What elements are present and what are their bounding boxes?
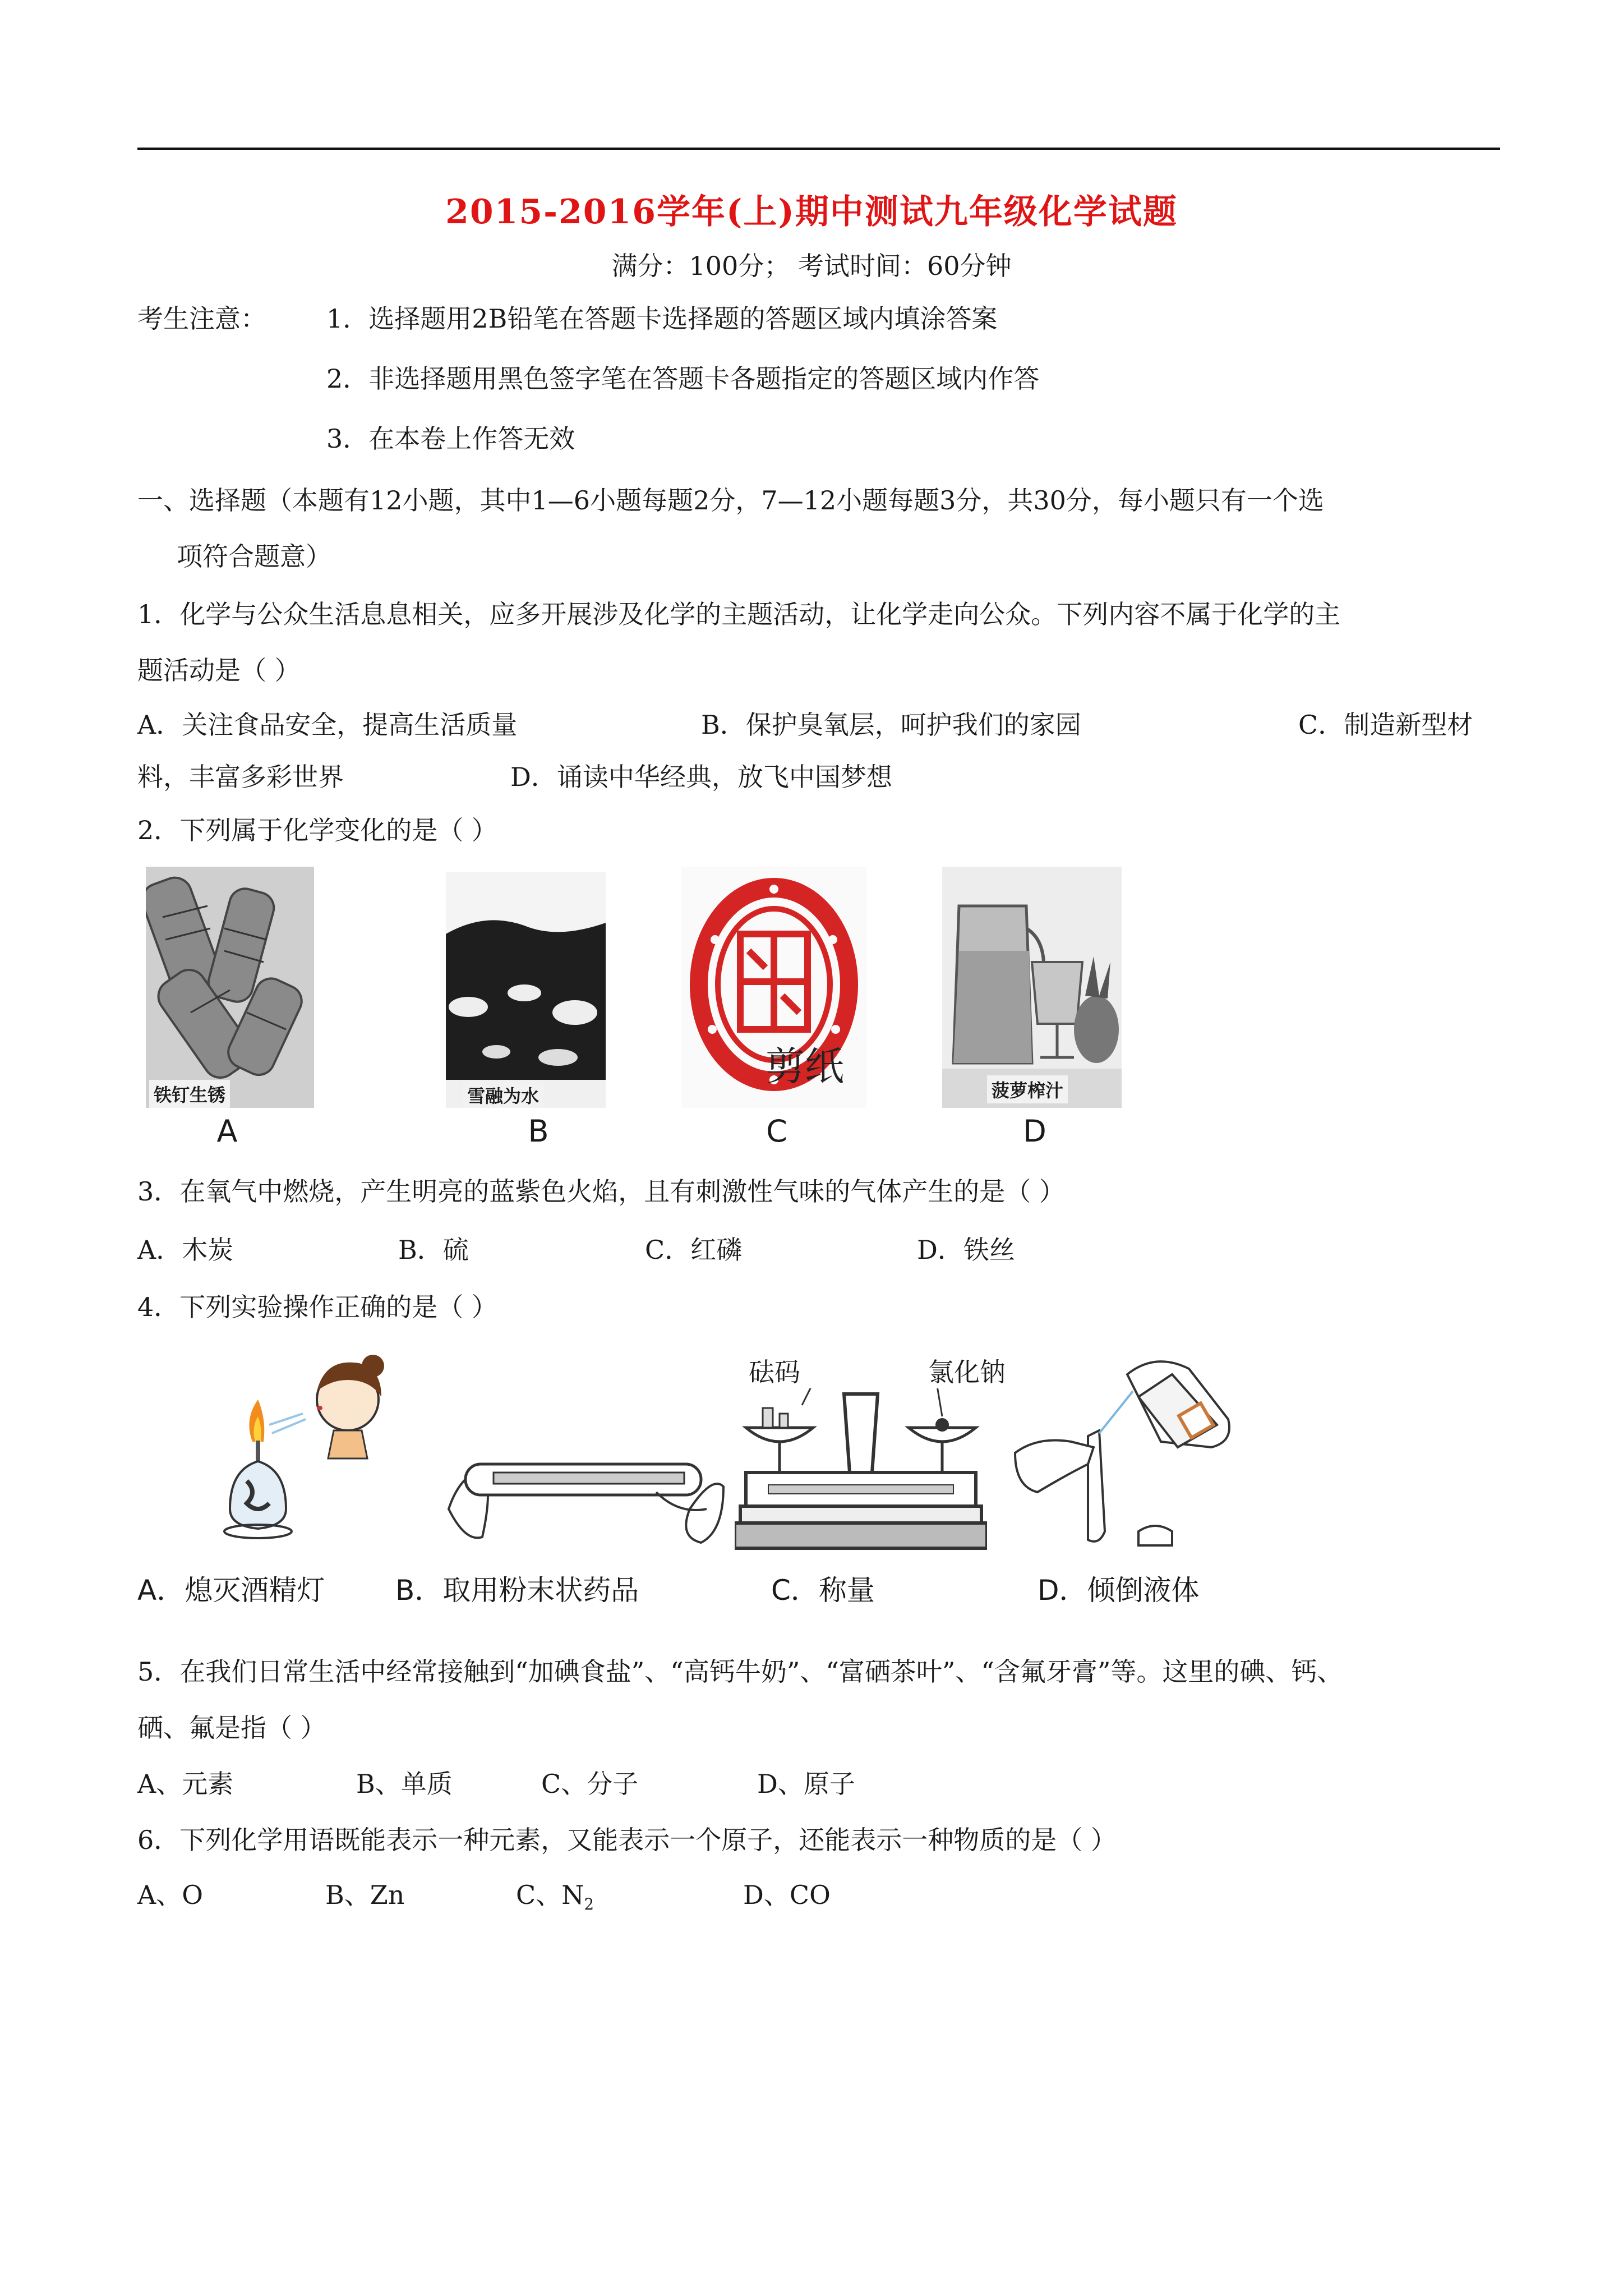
notice-item-3: 3．在本卷上作答无效 bbox=[326, 424, 575, 454]
image-letter-b: B bbox=[528, 1114, 549, 1149]
image-letter-c: C bbox=[766, 1114, 787, 1149]
image-letter-a: A bbox=[216, 1114, 238, 1149]
image-letter-d: D bbox=[1023, 1114, 1046, 1149]
header-rule bbox=[137, 148, 1500, 150]
label-sodium-chloride: 氯化钠 bbox=[928, 1357, 1006, 1387]
q5-option-b: B、单质 bbox=[356, 1769, 453, 1799]
q1-stem: 1．化学与公众生活息息相关，应多开展涉及化学的主题活动，让化学走向公众。下列内容不属于化学的主 bbox=[137, 599, 1341, 629]
image-tag-c: 剪纸 bbox=[766, 1043, 844, 1089]
paper-cutting-image bbox=[681, 867, 866, 1108]
q5-option-d: D、原子 bbox=[757, 1769, 855, 1799]
q3-option-b: B．硫 bbox=[398, 1235, 469, 1265]
label-weights: 砝码 bbox=[749, 1357, 800, 1387]
q1-option-c: C．制造新型材 bbox=[1298, 710, 1473, 740]
pineapple-juice-image bbox=[942, 867, 1122, 1108]
image-tag-a: 铁钉生锈 bbox=[149, 1080, 230, 1108]
image-tag-b: 雪融为水 bbox=[463, 1081, 543, 1108]
powder-tube-image bbox=[443, 1425, 729, 1548]
q5-stem-cont: 硒、氟是指（ ） bbox=[137, 1713, 326, 1743]
melting-snow-image bbox=[446, 872, 606, 1108]
q6-option-b: B、Zn bbox=[325, 1880, 405, 1910]
blowing-out-lamp-image bbox=[213, 1346, 404, 1565]
section-heading-cont: 项符合题意） bbox=[177, 541, 331, 572]
q6-option-a: A、O bbox=[137, 1880, 203, 1910]
q5-option-a: A、元素 bbox=[137, 1769, 234, 1799]
q6-option-c bbox=[516, 1878, 594, 1921]
q3-stem: 3．在氧气中燃烧，产生明亮的蓝紫色火焰，且有刺激性气味的气体产生的是（ ） bbox=[137, 1176, 1065, 1207]
q4-caption-c: C．称量 bbox=[771, 1574, 875, 1607]
pouring-liquid-image bbox=[1004, 1352, 1239, 1565]
page-title: 2015-2016学年(上)期中测试九年级化学试题 bbox=[445, 192, 1178, 232]
q4-caption-a: A．熄灭酒精灯 bbox=[137, 1574, 325, 1607]
balance-scale-image bbox=[735, 1388, 987, 1557]
q6-option-c-text: C、N bbox=[516, 1880, 584, 1910]
q3-option-c: C．红磷 bbox=[645, 1235, 743, 1265]
q3-option-d: D．铁丝 bbox=[917, 1235, 1015, 1265]
exam-info: 满分：100分； 考试时间：60分钟 bbox=[611, 251, 1012, 281]
q4-caption-b: B．取用粉末状药品 bbox=[395, 1574, 639, 1607]
q1-stem-cont: 题活动是（ ） bbox=[137, 655, 301, 685]
q1-option-c-cont: 料，丰富多彩世界 bbox=[137, 762, 344, 792]
q6-option-d: D、CO bbox=[743, 1880, 831, 1910]
q1-option-a: A．关注食品安全，提高生活质量 bbox=[137, 710, 518, 740]
q1-option-b: B．保护臭氧层，呵护我们的家园 bbox=[701, 710, 1081, 740]
notice-label: 考生注意： bbox=[137, 303, 266, 334]
q4-stem: 4．下列实验操作正确的是（ ） bbox=[137, 1292, 497, 1322]
q1-option-d: D．诵读中华经典，放飞中国梦想 bbox=[510, 762, 892, 792]
q3-option-a: A．木炭 bbox=[137, 1235, 234, 1265]
section-heading: 一、选择题（本题有12小题，其中1—6小题每题2分，7—12小题每题3分，共30分，每小题只有一个选 bbox=[137, 485, 1324, 516]
q5-option-c: C、分子 bbox=[541, 1769, 639, 1799]
rusty-nails-image bbox=[146, 867, 314, 1108]
q6-stem: 6．下列化学用语既能表示一种元素，又能表示一个原子，还能表示一种物质的是（ ） bbox=[137, 1825, 1117, 1855]
notice-item-1: 1．选择题用2B铅笔在答题卡选择题的答题区域内填涂答案 bbox=[326, 303, 998, 334]
q6-option-c-subscript: 2 bbox=[584, 1895, 594, 1914]
q5-stem: 5．在我们日常生活中经常接触到“加碘食盐”、“高钙牛奶”、“富硒茶叶”、“含氟牙膏”等。这里的碘、钙、 bbox=[137, 1657, 1343, 1687]
notice-item-2: 2．非选择题用黑色签字笔在答题卡各题指定的答题区域内作答 bbox=[326, 364, 1040, 394]
image-tag-d: 菠萝榨汁 bbox=[987, 1075, 1068, 1103]
q4-caption-d: D．倾倒液体 bbox=[1038, 1574, 1200, 1607]
q2-stem: 2．下列属于化学变化的是（ ） bbox=[137, 815, 497, 845]
